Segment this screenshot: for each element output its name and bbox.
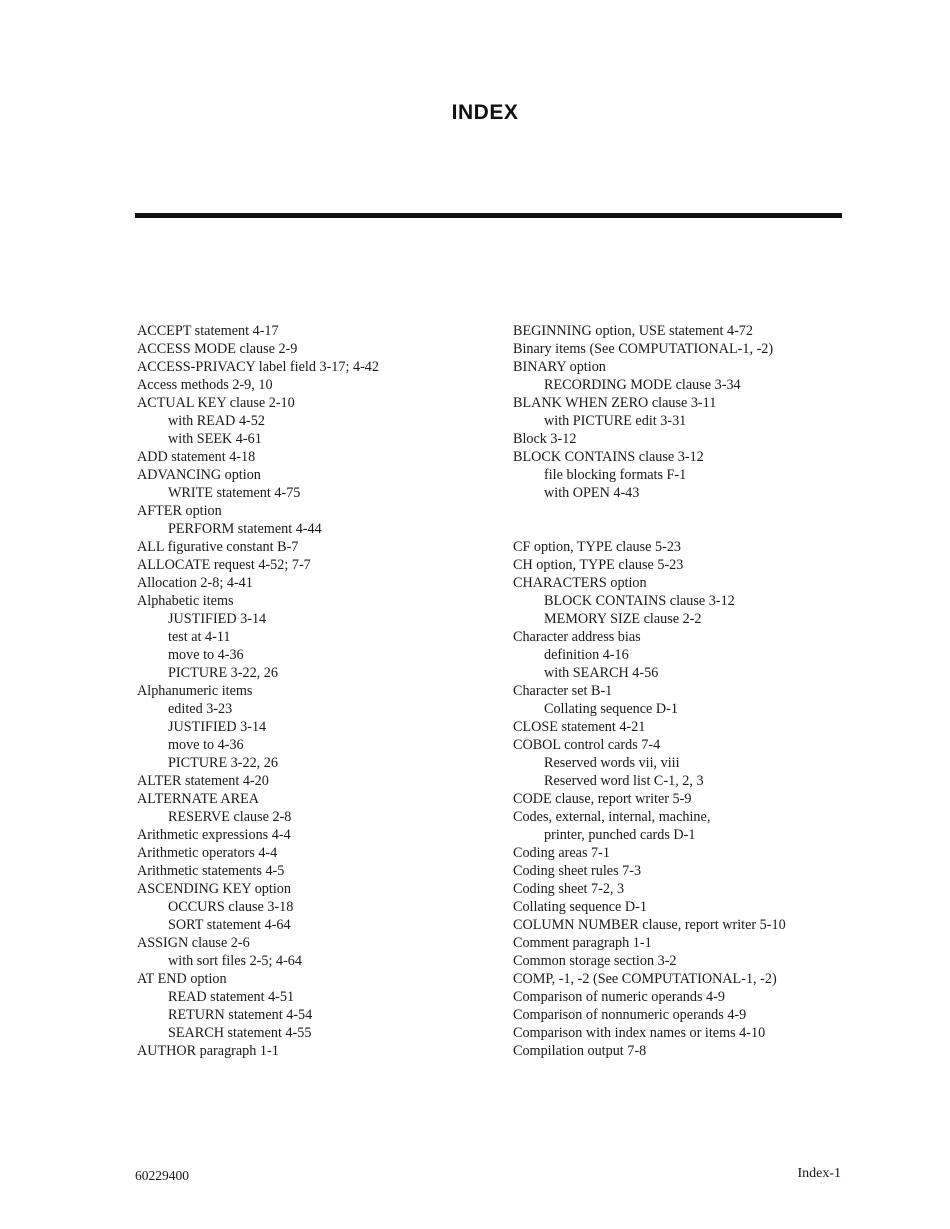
index-subentry: RESERVE clause 2-8 — [168, 809, 292, 825]
index-entry: Common storage section 3-2 — [513, 953, 677, 969]
index-entry: COMP, -1, -2 (See COMPUTATIONAL-1, -2) — [513, 971, 777, 987]
index-entry: Block 3-12 — [513, 431, 577, 447]
index-subentry: JUSTIFIED 3-14 — [168, 611, 267, 627]
index-entry: Access methods 2-9, 10 — [137, 377, 273, 393]
index-entry: COLUMN NUMBER clause, report writer 5-10 — [513, 917, 786, 933]
index-subentry: Reserved words vii, viii — [544, 755, 680, 771]
index-entry: Allocation 2-8; 4-41 — [137, 575, 253, 591]
index-entry: Codes, external, internal, machine, — [513, 809, 711, 825]
index-subentry: SEARCH statement 4-55 — [168, 1025, 312, 1041]
index-entry: AT END option — [137, 971, 227, 987]
index-entry: COBOL control cards 7-4 — [513, 737, 661, 753]
index-entry: ALTERNATE AREA — [137, 791, 260, 807]
index-subentry: with SEARCH 4-56 — [544, 665, 659, 681]
index-entry: AFTER option — [137, 503, 222, 519]
index-entry: BINARY option — [513, 359, 606, 375]
index-entry: ACCESS MODE clause 2-9 — [137, 341, 298, 357]
index-entry: Coding areas 7-1 — [513, 845, 610, 861]
index-entry: Comment paragraph 1-1 — [513, 935, 652, 951]
index-entry: Comparison of nonnumeric operands 4-9 — [513, 1007, 747, 1023]
index-entry: CODE clause, report writer 5-9 — [513, 791, 692, 807]
index-entry: BEGINNING option, USE statement 4-72 — [513, 323, 753, 339]
page-number: Index-1 — [797, 1166, 841, 1181]
index-entry: ALLOCATE request 4-52; 7-7 — [137, 557, 311, 573]
index-subentry: with SEEK 4-61 — [168, 431, 262, 447]
index-entry: Comparison with index names or items 4-10 — [513, 1025, 766, 1041]
index-entry: ASSIGN clause 2-6 — [137, 935, 250, 951]
title-rule — [135, 213, 842, 218]
index-subentry: edited 3-23 — [168, 701, 233, 717]
index-subentry: OCCURS clause 3-18 — [168, 899, 294, 915]
index-entry: Compilation output 7-8 — [513, 1043, 647, 1059]
index-subentry: with OPEN 4-43 — [544, 485, 640, 501]
index-entry: Alphabetic items — [137, 593, 234, 609]
index-entry: ADVANCING option — [137, 467, 261, 483]
index-column-left — [137, 322, 537, 1060]
index-column-right — [513, 322, 943, 1060]
index-subentry: PICTURE 3-22, 26 — [168, 665, 278, 681]
index-subentry: file blocking formats F-1 — [544, 467, 687, 483]
index-entry: ACCEPT statement 4-17 — [137, 323, 279, 339]
index-subentry: PICTURE 3-22, 26 — [168, 755, 278, 771]
index-entry: BLANK WHEN ZERO clause 3-11 — [513, 395, 717, 411]
index-subentry: move to 4-36 — [168, 737, 244, 753]
index-entry: Binary items (See COMPUTATIONAL-1, -2) — [513, 341, 774, 357]
index-subentry: SORT statement 4-64 — [168, 917, 291, 933]
page-title: INDEX — [451, 101, 519, 124]
index-subentry: Collating sequence D-1 — [544, 701, 678, 717]
index-subentry: MEMORY SIZE clause 2-2 — [544, 611, 702, 627]
index-subentry: RETURN statement 4-54 — [168, 1007, 313, 1023]
index-subentry: definition 4-16 — [544, 647, 629, 663]
index-subentry: BLOCK CONTAINS clause 3-12 — [544, 593, 735, 609]
index-entry: Character address bias — [513, 629, 641, 645]
index-subentry: JUSTIFIED 3-14 — [168, 719, 267, 735]
index-entry: AUTHOR paragraph 1-1 — [137, 1043, 279, 1059]
index-entry: CHARACTERS option — [513, 575, 647, 591]
index-subentry: with sort files 2-5; 4-64 — [168, 953, 302, 969]
index-entry: Arithmetic operators 4-4 — [137, 845, 278, 861]
index-subentry: with PICTURE edit 3-31 — [544, 413, 687, 429]
index-spacer — [513, 502, 943, 520]
index-entry: Arithmetic statements 4-5 — [137, 863, 285, 879]
index-entry: Character set B-1 — [513, 683, 613, 699]
index-entry: ADD statement 4-18 — [137, 449, 256, 465]
index-entry: Collating sequence D-1 — [513, 899, 647, 915]
index-subentry: printer, punched cards D-1 — [544, 827, 696, 843]
index-entry: CH option, TYPE clause 5-23 — [513, 557, 684, 573]
index-entry: Arithmetic expressions 4-4 — [137, 827, 291, 843]
index-entry: Coding sheet rules 7-3 — [513, 863, 642, 879]
index-subentry: RECORDING MODE clause 3-34 — [544, 377, 741, 393]
index-entry: ALL figurative constant B-7 — [137, 539, 299, 555]
index-subentry: move to 4-36 — [168, 647, 244, 663]
index-entry: ASCENDING KEY option — [137, 881, 291, 897]
index-spacer — [513, 520, 943, 538]
index-subentry: WRITE statement 4-75 — [168, 485, 301, 501]
index-subentry: test at 4-11 — [168, 629, 231, 645]
index-entry: ACTUAL KEY clause 2-10 — [137, 395, 295, 411]
index-subentry: Reserved word list C-1, 2, 3 — [544, 773, 704, 789]
index-entry: BLOCK CONTAINS clause 3-12 — [513, 449, 704, 465]
index-subentry: READ statement 4-51 — [168, 989, 295, 1005]
index-subentry: PERFORM statement 4-44 — [168, 521, 322, 537]
index-entry: CF option, TYPE clause 5-23 — [513, 539, 682, 555]
index-entry: Alphanumeric items — [137, 683, 253, 699]
index-entry: CLOSE statement 4-21 — [513, 719, 646, 735]
index-entry: ALTER statement 4-20 — [137, 773, 269, 789]
index-entry: Coding sheet 7-2, 3 — [513, 881, 625, 897]
index-entry: Comparison of numeric operands 4-9 — [513, 989, 725, 1005]
index-entry: ACCESS-PRIVACY label field 3-17; 4-42 — [137, 359, 379, 375]
document-number: 60229400 — [135, 1168, 189, 1183]
index-subentry: with READ 4-52 — [168, 413, 265, 429]
